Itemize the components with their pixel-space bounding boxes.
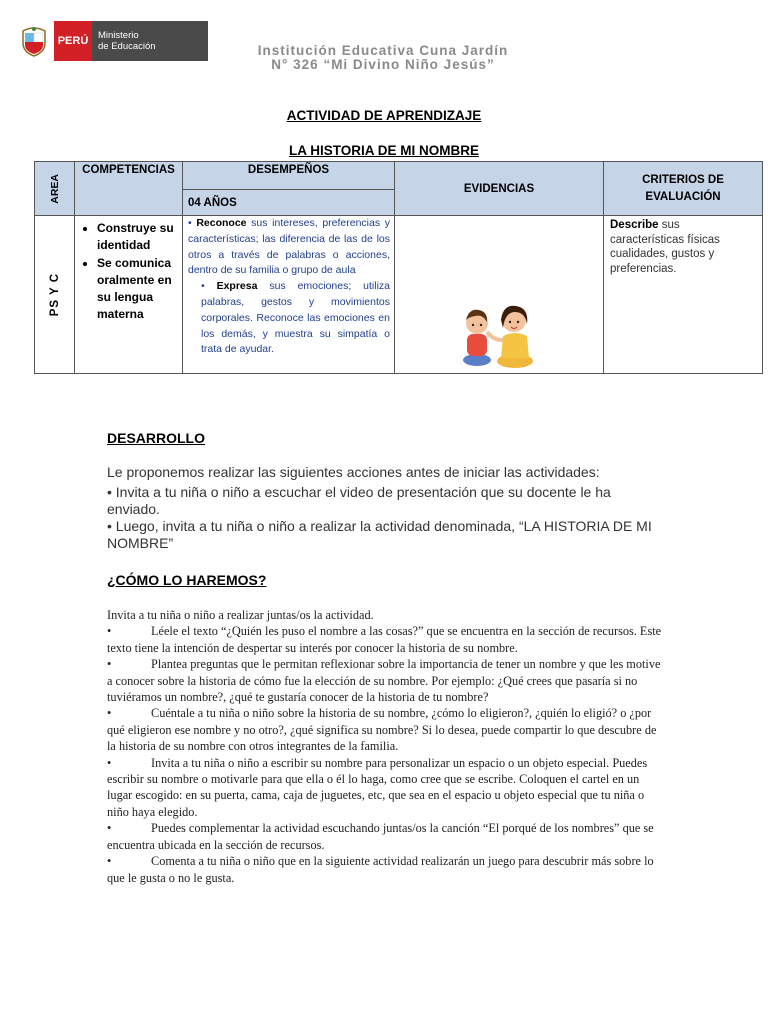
como-item: • Comenta a tu niña o niño que en la siguiente actividad realizarán un juego para descubrir más sobre lo que le gusta o no le gusta.: [107, 854, 654, 885]
area-cell: PS Y C: [35, 216, 75, 374]
como-heading: ¿CÓMO LO HAREMOS?: [107, 572, 267, 588]
ministry-logo: [14, 21, 208, 61]
age-header: 04 AÑOS: [183, 190, 395, 216]
peru-crest-icon: [14, 21, 54, 61]
competencia-item: • Se comunica oralmente en su lengua materna: [97, 255, 180, 323]
evidencias-cell: [395, 216, 604, 374]
desarrollo-item: • Invita a tu niña o niño a escuchar el video de presentación que su docente le ha enviado.: [107, 484, 611, 517]
competencias-cell: [75, 216, 183, 374]
como-item: • Plantea preguntas que le permitan reflexionar sobre la importancia de tener un nombre y que les motive a conocer sobre la historia de cómo fue la elección de su nombre. Por ejemplo: ¿Qué crees que pasaría si no tuviéramos un nombre?, ¿qué te gustaría conocer de la historia de tu nombre?: [107, 657, 661, 705]
criterio-verb: Describe: [610, 219, 659, 231]
evidencias-header: EVIDENCIAS: [395, 162, 604, 216]
desempeno-verb: Expresa: [216, 280, 258, 293]
criterios-header: CRITERIOS DE EVALUACIÓN: [604, 162, 763, 216]
desempeno-text: sus emociones; utiliza palabras, gestos y movimientos corporales. Reconoce las emociones en los demás, y muestra su simpatía o trata de ayudar.: [201, 280, 391, 356]
activity-title: ACTIVIDAD DE APRENDIZAJE: [286, 108, 482, 123]
como-intro: Invita a tu niña o niño a realizar juntas/os la actividad.: [107, 608, 374, 622]
como-item: • Léele el texto “¿Quién les puso el nombre a las cosas?” que se encuentra en la sección de recursos. Este texto tiene la intención de despertar su interés por conocer la historia de su nombre.: [107, 624, 662, 655]
school-name-line1: Institución Educativa Cuna Jardín: [257, 43, 509, 58]
activity-name: LA HISTORIA DE MI NOMBRE: [288, 143, 479, 158]
como-item: • Puedes complementar la actividad escuchando juntas/os la canción “El porqué de los nombres” que se encuentra ubicada en la sección de recursos.: [107, 821, 654, 852]
desarrollo-heading: DESARROLLO: [107, 430, 205, 446]
desempenos-cell: • Reconoce sus intereses, preferencias y características; las diferencia de las de los otros a través de palabras o acciones, dentro de su familia o grupo de aula • Expresa sus emociones; utiliza palabras, gestos y movimientos corporales. Reconoce las emociones en los demás, y muestra su simpatía o trata de ayudar.: [183, 216, 395, 374]
desempeno-verb: Reconoce: [196, 217, 247, 229]
activity-table: [34, 161, 763, 374]
competencia-item: • Construye su identidad: [97, 220, 180, 254]
como-item: • Invita a tu niña o niño a escribir su nombre para personalizar un espacio o un objeto especial. Puedes escribir su nombre o motivarle para que ella o él lo haga, como cree que se escribe. Coloquen el cartel en un lugar escogido: en su puerta, cama, caja de juguetes, etc, que sea en el espacio u objeto especial que tu niña o niño haya elegido.: [107, 755, 648, 819]
competencias-header: COMPETENCIAS: [75, 162, 183, 216]
desempenos-header: DESEMPEÑOS: [183, 162, 395, 190]
area-header: AREA: [35, 162, 75, 216]
desempeno-text: sus intereses, preferencias y características; las diferencia de las de los otros a través de palabras o acciones, dentro de su familia o grupo de aula: [188, 217, 391, 277]
children-illustration: [459, 298, 539, 370]
criterio-text: sus características físicas cualidades, gustos y preferencias.: [610, 219, 720, 275]
school-name-line2: N° 326 “Mi Divino Niño Jesús”: [271, 57, 495, 72]
como-body: [107, 607, 667, 886]
desarrollo-intro: Le proponemos realizar las siguientes acciones antes de iniciar las actividades:: [107, 464, 600, 480]
como-item: • Cuéntale a tu niña o niño sobre la historia de su nombre, ¿cómo lo eligieron?, ¿quién lo eligió? o ¿por qué eligieron ese nombre y no otro?, ¿qué significa su nombre? Si lo desea, puede compartir lo que descubre de la historia de su nombre con otros integrantes de la familia.: [107, 706, 657, 754]
desarrollo-item: • Luego, invita a tu niña o niño a realizar la actividad denominada, “LA HISTORIA DE MI NOMBRE”: [107, 518, 652, 551]
ministry-name: Ministerio de Educación: [98, 30, 156, 52]
peru-label: PERÚ: [54, 21, 92, 61]
criterios-cell: [604, 216, 763, 374]
